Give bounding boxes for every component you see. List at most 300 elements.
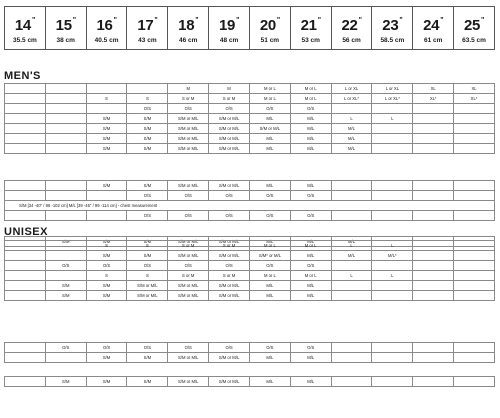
size-cell (413, 241, 454, 251)
size-cell: S/M (127, 114, 168, 124)
size-cell: S/M or M/L (168, 144, 209, 154)
size-cell (5, 377, 46, 387)
size-cell: S/M (86, 181, 127, 191)
table-row (5, 271, 495, 281)
size-cell: L or XL (331, 84, 372, 94)
inch-mark: " (195, 17, 199, 24)
size-cell (413, 353, 454, 363)
size-cell: M or L (249, 241, 290, 251)
size-cell (45, 134, 86, 144)
size-cell: O/S (168, 343, 209, 353)
size-table (4, 240, 495, 301)
size-cell (372, 291, 413, 301)
table-row (5, 144, 495, 154)
table-row (5, 353, 495, 363)
size-cell: XL (413, 84, 454, 94)
size-header-cell (127, 7, 168, 49)
size-cell: L (331, 114, 372, 124)
inch-mark: " (317, 17, 321, 24)
size-cell: O/S (45, 343, 86, 353)
size-cell: S (86, 94, 127, 104)
inch-mark: " (113, 17, 117, 24)
inch-mark: " (236, 17, 240, 24)
table-row (5, 94, 495, 104)
size-cell: M or L (249, 84, 290, 94)
size-cell: S/M or M/L (209, 281, 250, 291)
size-cell: O/S (86, 261, 127, 271)
size-cell: S/M or M/L (127, 291, 168, 301)
size-cell: M/L (249, 353, 290, 363)
size-cell (5, 261, 46, 271)
size-cell: M/L (290, 237, 331, 247)
size-header-cell (454, 7, 494, 49)
size-cell (413, 104, 454, 114)
size-cell: S or M (168, 94, 209, 104)
size-cell (45, 144, 86, 154)
size-cell: M/L (331, 237, 372, 247)
size-cell (5, 84, 46, 94)
size-cell (413, 181, 454, 191)
size-cell: O/S (127, 343, 168, 353)
size-cell (413, 251, 454, 261)
size-cell: M/L (249, 134, 290, 144)
size-cell: M or L (290, 241, 331, 251)
size-header-cell (250, 7, 291, 49)
size-cell: S/M or M/L (249, 124, 290, 134)
table-row (5, 134, 495, 144)
size-inch-value: 14 (14, 17, 31, 34)
size-inches (209, 13, 249, 33)
size-cell: O/S (168, 104, 209, 114)
size-cell (331, 353, 372, 363)
size-cell: O/S (290, 211, 331, 221)
size-cell (45, 114, 86, 124)
size-cell: S/M or M/L (168, 353, 209, 363)
size-cell: M or L (290, 271, 331, 281)
section-title: UNISEX (4, 226, 48, 238)
size-cell (413, 191, 454, 201)
size-cell (413, 377, 454, 387)
size-cell: M/L (249, 377, 290, 387)
size-cell: S or M (168, 241, 209, 251)
size-cell: XL* (413, 94, 454, 104)
size-cell (413, 343, 454, 353)
size-cell: M/L (331, 251, 372, 261)
size-cell (331, 261, 372, 271)
size-cell: S/M (127, 124, 168, 134)
size-cell: S/M (86, 144, 127, 154)
size-inch-value: 18 (178, 17, 195, 34)
size-cell (372, 124, 413, 134)
size-header-cell (46, 7, 87, 49)
size-inches (87, 13, 127, 33)
inch-mark: " (276, 17, 280, 24)
size-cm: 43 cm (138, 37, 157, 44)
size-cell (454, 291, 495, 301)
size-cell: M/L (331, 144, 372, 154)
size-cell: S/M or M/L (209, 134, 250, 144)
size-inch-value: 21 (300, 17, 317, 34)
size-cell: S/M or M/L (168, 114, 209, 124)
size-cell (413, 134, 454, 144)
size-cell: S (86, 241, 127, 251)
size-table (4, 342, 495, 363)
size-cell: S/M or M/L (209, 124, 250, 134)
size-cell: S/M (86, 114, 127, 124)
size-cell (45, 84, 86, 94)
size-header-cell (209, 7, 250, 49)
size-cell: S/M (45, 281, 86, 291)
size-cell: O/S (249, 261, 290, 271)
table-row (5, 114, 495, 124)
size-cell (331, 181, 372, 191)
size-cell (5, 104, 46, 114)
size-cell (5, 343, 46, 353)
size-cell: S/M or M/L (168, 181, 209, 191)
size-cell: XL (454, 84, 495, 94)
size-cell: M/L (331, 134, 372, 144)
size-cell: L or XL* (331, 94, 372, 104)
size-cell (5, 281, 46, 291)
size-cell (331, 191, 372, 201)
section-title: MEN'S (4, 70, 41, 82)
size-cell: L (372, 271, 413, 281)
size-cell: O/S (86, 343, 127, 353)
table-row (5, 377, 495, 387)
size-cell: M (168, 84, 209, 94)
size-cell (454, 124, 495, 134)
size-cell: S or M (168, 271, 209, 281)
size-header (4, 6, 495, 50)
size-inch-value: 19 (218, 17, 236, 34)
size-cm: 46 cm (179, 37, 198, 44)
size-cell: L (331, 241, 372, 251)
size-cell: S or M (209, 94, 250, 104)
table-row (5, 241, 495, 251)
size-cell (86, 211, 127, 221)
inch-mark: " (481, 17, 485, 24)
size-cell: S (127, 94, 168, 104)
size-cell (454, 181, 495, 191)
size-cell (45, 271, 86, 281)
size-cm: 56 cm (342, 37, 361, 44)
size-cm: 38 cm (56, 37, 75, 44)
size-header-cell (87, 7, 128, 49)
size-cell: S/M (86, 281, 127, 291)
size-cm: 48 cm (219, 37, 239, 44)
size-cell: L (331, 271, 372, 281)
size-cell: O/S (249, 211, 290, 221)
size-cell (413, 144, 454, 154)
size-cell: S/M (127, 251, 168, 261)
size-inches (5, 13, 45, 33)
size-cell: S/M or M/L (209, 237, 250, 247)
size-cell: O/S (127, 191, 168, 201)
size-cell: M/L (249, 144, 290, 154)
size-cell: S/M or M/L (209, 181, 250, 191)
size-cell: L or XL (372, 84, 413, 94)
size-cell: XL* (454, 94, 495, 104)
size-cell: S (127, 241, 168, 251)
inch-mark: " (154, 17, 158, 24)
size-inches (372, 13, 412, 33)
size-cell (86, 84, 127, 94)
size-cell (372, 281, 413, 291)
size-cell: M or L (249, 94, 290, 104)
size-cell: S/M or M/L (209, 144, 250, 154)
size-header-cell (5, 7, 46, 49)
table-row (5, 343, 495, 353)
size-cell: M/L* (372, 251, 413, 261)
size-cell: S/M or M/L (168, 251, 209, 261)
size-table (4, 376, 495, 387)
size-cell: O/S (127, 104, 168, 114)
size-inch-value: 24 (423, 17, 440, 34)
size-cell (45, 181, 86, 191)
inch-mark: " (72, 17, 76, 24)
size-cell (45, 191, 86, 201)
size-cell: S/M (86, 377, 127, 387)
size-cell (454, 343, 495, 353)
size-cell: S/M (86, 134, 127, 144)
size-cell: S (127, 271, 168, 281)
size-inches (168, 13, 208, 33)
size-cell: M/L (290, 251, 331, 261)
size-cell (413, 114, 454, 124)
size-cell: M (209, 84, 250, 94)
size-cell: M/L (249, 291, 290, 301)
inch-mark: " (31, 17, 35, 24)
size-cell: O/S (168, 211, 209, 221)
size-cell (413, 291, 454, 301)
size-cell: S/M (127, 144, 168, 154)
size-cm: 61 cm (423, 37, 443, 44)
size-cell (372, 261, 413, 271)
size-cell: L or XL* (372, 94, 413, 104)
size-inch-value: 15 (55, 17, 72, 34)
size-header-cell (168, 7, 209, 49)
size-cell: L (372, 241, 413, 251)
size-cell (5, 191, 46, 201)
size-cell: O/S (249, 191, 290, 201)
size-cell: S/M (127, 377, 168, 387)
size-cell (45, 94, 86, 104)
size-cm: 58.5 cm (380, 37, 405, 44)
size-cell (5, 124, 46, 134)
size-cell (454, 353, 495, 363)
size-cell: O/S (209, 261, 250, 271)
size-cell: S/M or M/L (209, 291, 250, 301)
size-cell (454, 104, 495, 114)
size-cell: O/S (168, 191, 209, 201)
size-cell (372, 211, 413, 221)
size-inch-value: 22 (341, 17, 358, 34)
size-cell (413, 261, 454, 271)
size-cell: O/S (290, 343, 331, 353)
size-cell: S/M (127, 353, 168, 363)
table-row (5, 201, 495, 211)
size-cell: S (86, 271, 127, 281)
size-cell (331, 211, 372, 221)
size-cell: M/L (290, 144, 331, 154)
size-cell (86, 191, 127, 201)
size-cell (45, 353, 86, 363)
size-cell: S/M or M/L (168, 291, 209, 301)
size-cell (45, 104, 86, 114)
size-cell: M or L (290, 84, 331, 94)
size-inches (127, 13, 167, 33)
size-cell (454, 261, 495, 271)
table-row (5, 84, 495, 94)
size-cell: O/S (209, 104, 250, 114)
size-cell (454, 281, 495, 291)
size-cell (5, 251, 46, 261)
size-cell: O/S (290, 261, 331, 271)
size-cell: S/M or M/L (209, 251, 250, 261)
size-cell (372, 104, 413, 114)
size-cell: S or M (209, 241, 250, 251)
size-cell (331, 281, 372, 291)
table-row (5, 191, 495, 201)
size-cell: M/L (290, 114, 331, 124)
size-cell: M/L (290, 353, 331, 363)
size-cell: S/M* or M/L (249, 251, 290, 261)
size-cell (454, 377, 495, 387)
table-row (5, 104, 495, 114)
size-cell (5, 181, 46, 191)
size-cell (5, 94, 46, 104)
size-cell (45, 251, 86, 261)
size-inch-value: 17 (137, 17, 154, 34)
size-cell (454, 144, 495, 154)
size-cell: O/S (209, 343, 250, 353)
size-cell: M/L (331, 124, 372, 134)
size-cell (454, 211, 495, 221)
size-cm: 53 cm (301, 37, 320, 44)
size-cell (372, 353, 413, 363)
table-row (5, 181, 495, 191)
size-cell (5, 211, 46, 221)
size-inches (46, 13, 86, 33)
size-cell: S or M (209, 271, 250, 281)
size-cell (454, 191, 495, 201)
size-cell: S/M (45, 291, 86, 301)
size-cell: O/S (290, 191, 331, 201)
size-cell (413, 124, 454, 134)
size-cell (45, 211, 86, 221)
size-cell: M/L (290, 291, 331, 301)
size-cell: M/L (290, 134, 331, 144)
size-header-cell (332, 7, 373, 49)
size-cell: O/S (45, 261, 86, 271)
size-cell (372, 144, 413, 154)
size-cell: O/S (249, 343, 290, 353)
size-cell (454, 241, 495, 251)
size-cell (372, 191, 413, 201)
size-cell: M/L (290, 281, 331, 291)
size-cell: S/M or M/L (168, 377, 209, 387)
size-cell (331, 343, 372, 353)
size-cell (86, 104, 127, 114)
size-cell (372, 377, 413, 387)
size-cell: S/M (86, 124, 127, 134)
size-header-cell (413, 7, 454, 49)
size-cell: S/M (127, 237, 168, 247)
size-cell: O/S (209, 191, 250, 201)
table-row (5, 291, 495, 301)
size-cell: L (372, 114, 413, 124)
size-cell: S/M or M/L (168, 134, 209, 144)
inch-mark: " (358, 17, 362, 24)
size-cell (454, 134, 495, 144)
size-cell: S/M (86, 353, 127, 363)
size-cell (5, 134, 46, 144)
size-cell: S/M or M/L (209, 377, 250, 387)
table-row (5, 281, 495, 291)
size-inch-value: 20 (259, 17, 276, 34)
size-cell (5, 241, 46, 251)
size-header-cell (291, 7, 332, 49)
size-cell: S/M (127, 181, 168, 191)
size-inch-value: 25 (463, 17, 481, 34)
size-cell (5, 291, 46, 301)
size-cell: S/M (86, 291, 127, 301)
size-cell: S/M (45, 237, 86, 247)
size-cell: M/L (249, 114, 290, 124)
table-row (5, 261, 495, 271)
size-cell: S/M (127, 134, 168, 144)
size-cell: M/L (290, 181, 331, 191)
size-inch-value: 16 (96, 17, 113, 34)
size-inch-value: 23 (382, 17, 399, 34)
size-inches (454, 13, 494, 33)
size-cell: S/M (86, 237, 127, 247)
size-cell (413, 281, 454, 291)
size-cell: S/M (45, 377, 86, 387)
size-cell (413, 271, 454, 281)
size-header-cell (372, 7, 413, 49)
size-cell: M/L (249, 237, 290, 247)
size-cell (372, 134, 413, 144)
size-cell: M/L (290, 124, 331, 134)
size-table (4, 83, 495, 154)
table-row (5, 211, 495, 221)
size-cell: M or L (290, 94, 331, 104)
size-cell (372, 343, 413, 353)
size-cell (454, 271, 495, 281)
inch-mark: " (399, 17, 403, 24)
size-cell: M/L (290, 377, 331, 387)
size-cell: M or L (249, 271, 290, 281)
size-cell: O/S (209, 211, 250, 221)
table-row (5, 251, 495, 261)
size-cell: O/S (290, 104, 331, 114)
size-cm: 63.5 cm (462, 37, 486, 44)
size-inches (413, 13, 453, 33)
size-cell: O/S (168, 261, 209, 271)
size-cell (331, 291, 372, 301)
size-cell (331, 104, 372, 114)
size-inches (291, 13, 331, 33)
size-cm: 40.5 cm (94, 37, 119, 44)
size-cell: S/M or M/L (168, 281, 209, 291)
size-table (4, 180, 495, 221)
size-cell: S/M or M/L (209, 114, 250, 124)
table-row (5, 124, 495, 134)
size-cell: O/S (249, 104, 290, 114)
size-cell: S/M or M/L (127, 281, 168, 291)
size-cell (413, 211, 454, 221)
